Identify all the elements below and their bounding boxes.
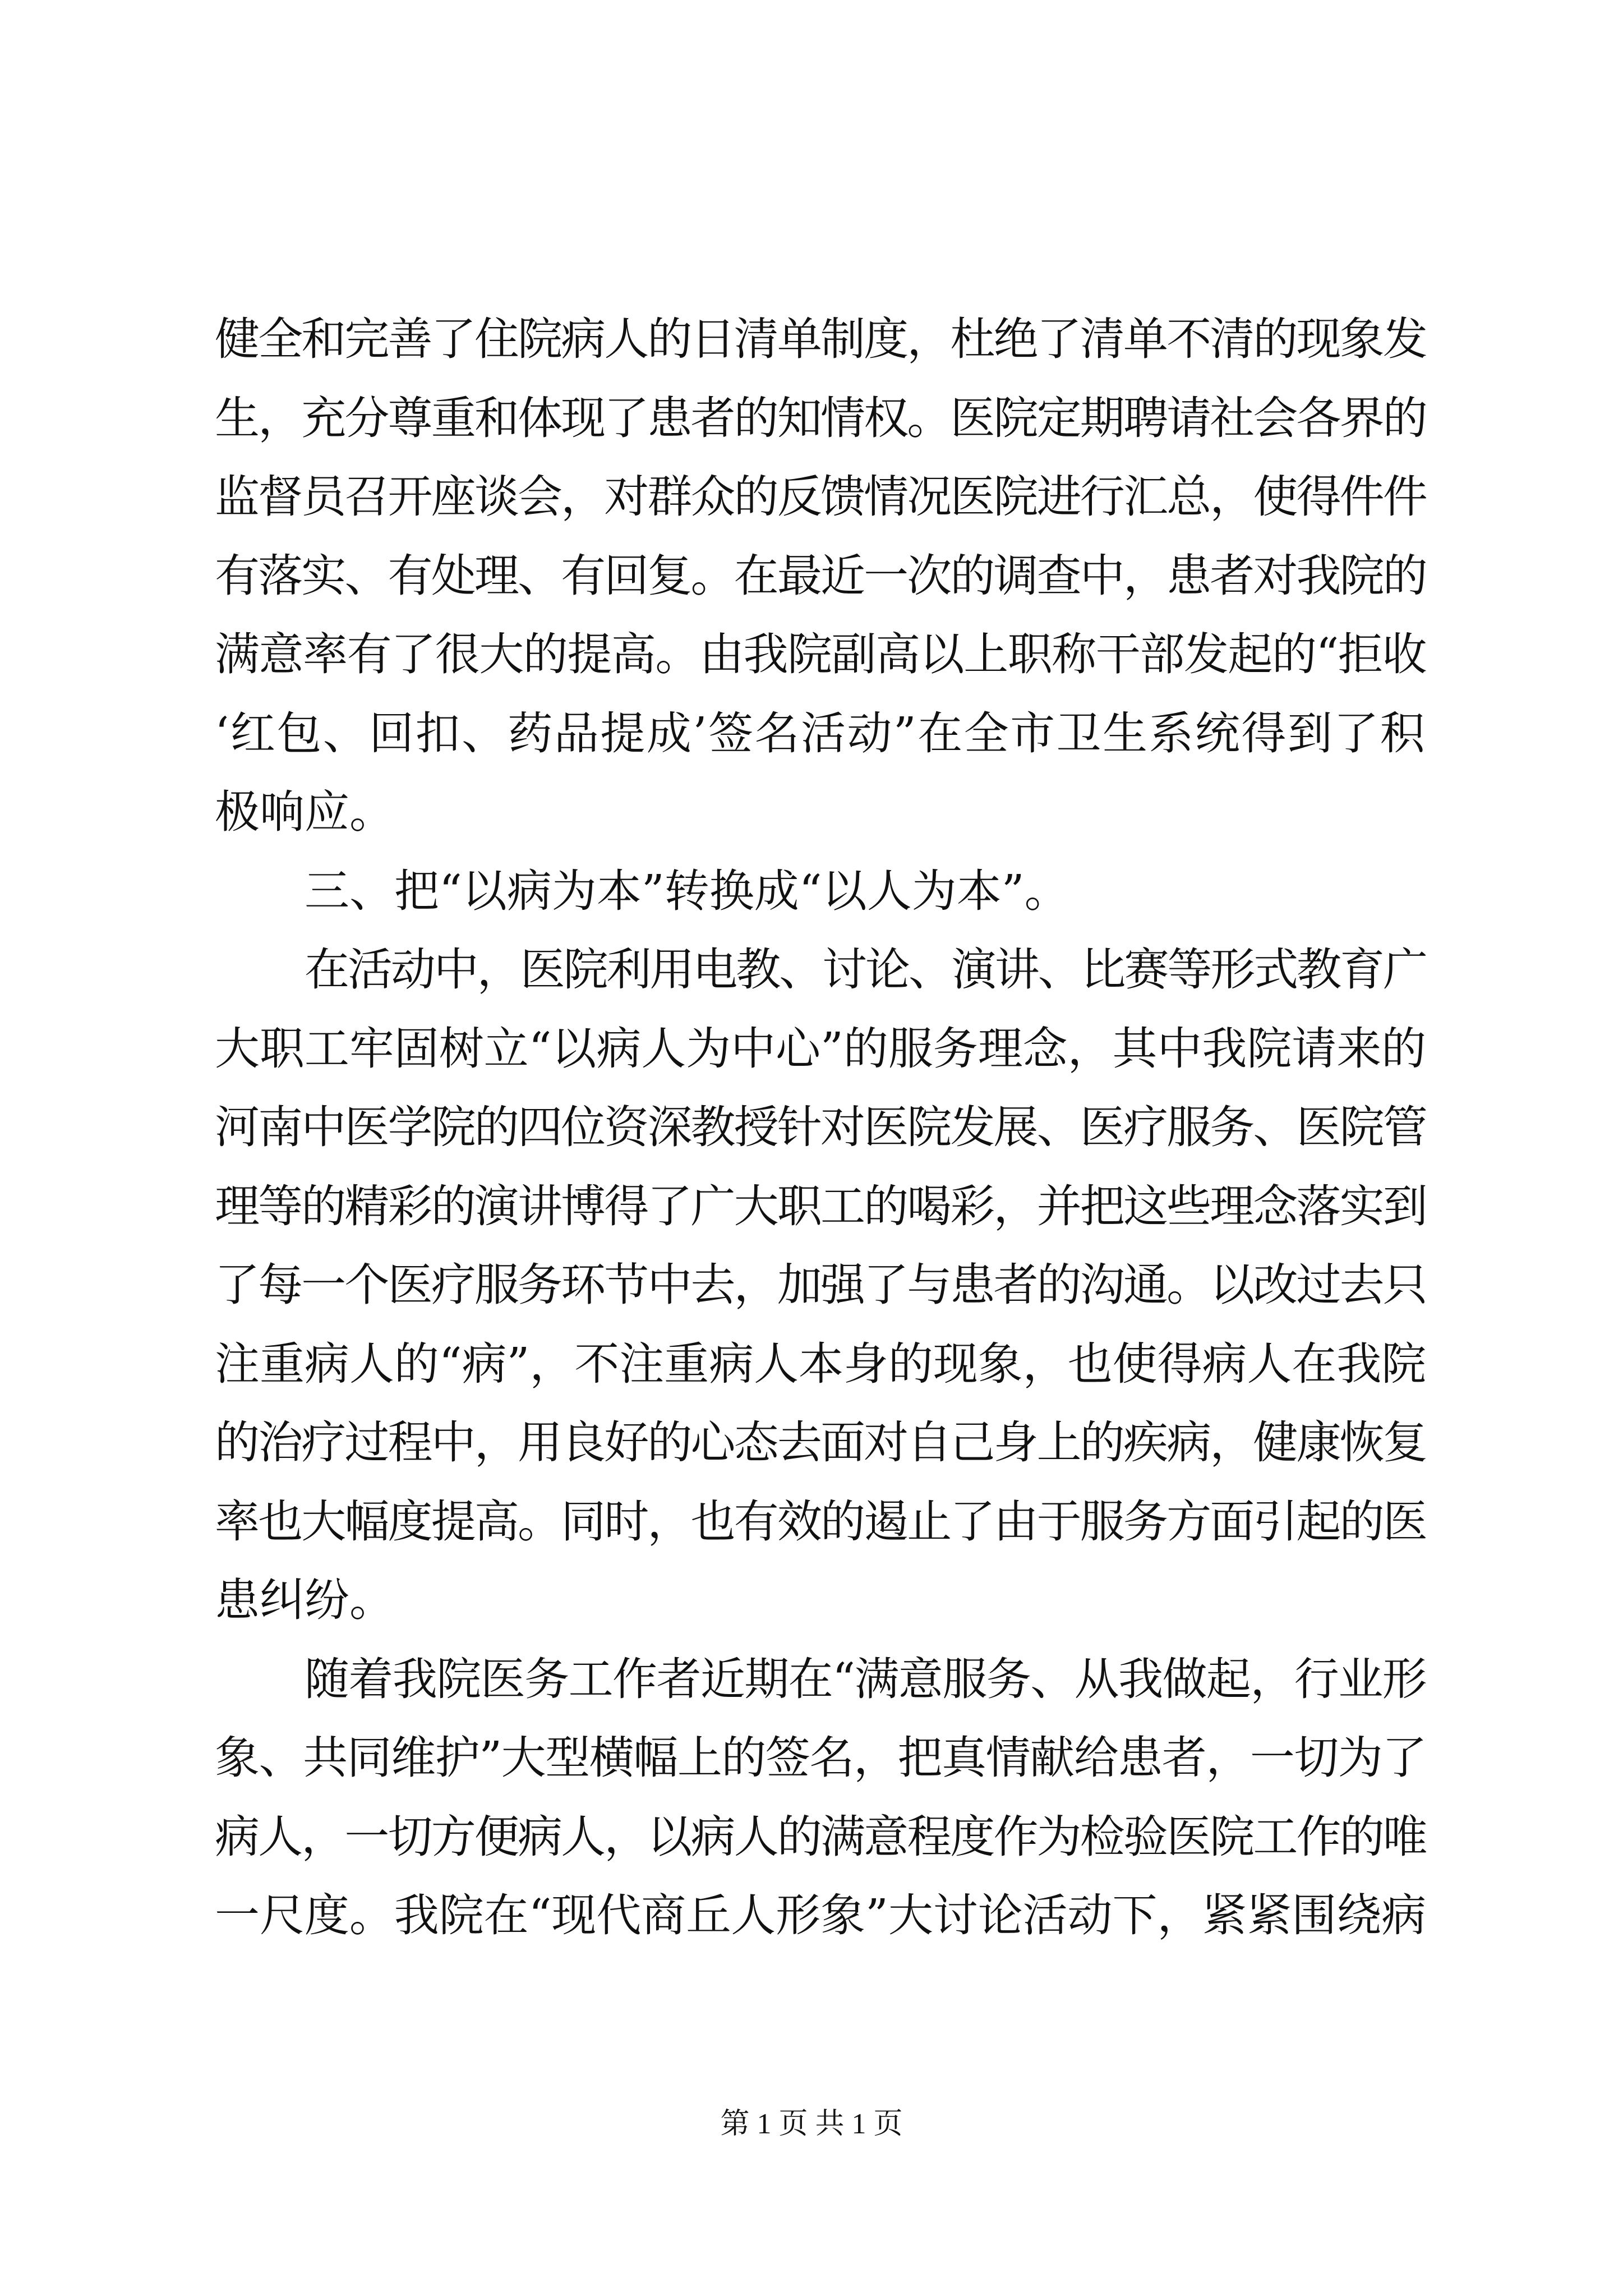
text-line: 大职工牢固树立“以病人为中心”的服务理念，其中我院请来的 — [215, 1022, 1427, 1075]
text-line: ‘红包、回扣、药品提成’签名活动”在全市卫生系统得到了积 — [215, 707, 1427, 760]
text-line: 病人，一切方便病人，以病人的满意程度作为检验医院工作的唯 — [215, 1810, 1426, 1863]
text-line: 随着我院医务工作者近期在“满意服务、从我做起，行业形 — [305, 1653, 1427, 1705]
text-line: 生，充分尊重和体现了患者的知情权。医院定期聘请社会各界的 — [215, 392, 1426, 444]
text-line: 了每一个医疗服务环节中去，加强了与患者的沟通。以改过去只 — [215, 1259, 1426, 1311]
text-line: 健全和完善了住院病人的日清单制度，杜绝了清单不清的现象发 — [215, 313, 1426, 365]
text-line: 率也大幅度提高。同时，也有效的遏止了由于服务方面引起的医 — [215, 1495, 1426, 1548]
text-line: 的治疗过程中，用良好的心态去面对自己身上的疾病，健康恢复 — [215, 1416, 1426, 1469]
page-footer: 第 1 页 共 1 页 — [720, 2108, 903, 2140]
text-line: 在活动中，医院利用电教、讨论、演讲、比赛等形式教育广 — [305, 944, 1426, 996]
text-line: 河南中医学院的四位资深教授针对医院发展、医疗服务、医院管 — [215, 1101, 1426, 1153]
text-line: 象、共同维护”大型横幅上的签名，把真情献给患者，一切为了 — [215, 1732, 1427, 1784]
text-line: 监督员召开座谈会，对群众的反馈情况医院进行汇总，使得件件 — [215, 471, 1426, 523]
text-line: 注重病人的“病”，不注重病人本身的现象，也使得病人在我院 — [215, 1337, 1427, 1390]
text-line: 满意率有了很大的提高。由我院副高以上职称干部发起的“拒收 — [215, 628, 1427, 680]
body-text — [215, 300, 1426, 1955]
text-line: 有落实、有处理、有回复。在最近一次的调查中，患者对我院的 — [215, 549, 1426, 602]
text-line: 一尺度。我院在“现代商丘人形象”大讨论活动下，紧紧围绕病 — [215, 1889, 1427, 1941]
text-line: 理等的精彩的演讲博得了广大职工的喝彩，并把这些理念落实到 — [215, 1180, 1426, 1232]
text-line: 极响应。 — [215, 786, 394, 838]
text-line: 三、把“以病为本”转换成“以人为本”。 — [305, 864, 1069, 917]
text-line: 患纠纷。 — [215, 1574, 394, 1626]
